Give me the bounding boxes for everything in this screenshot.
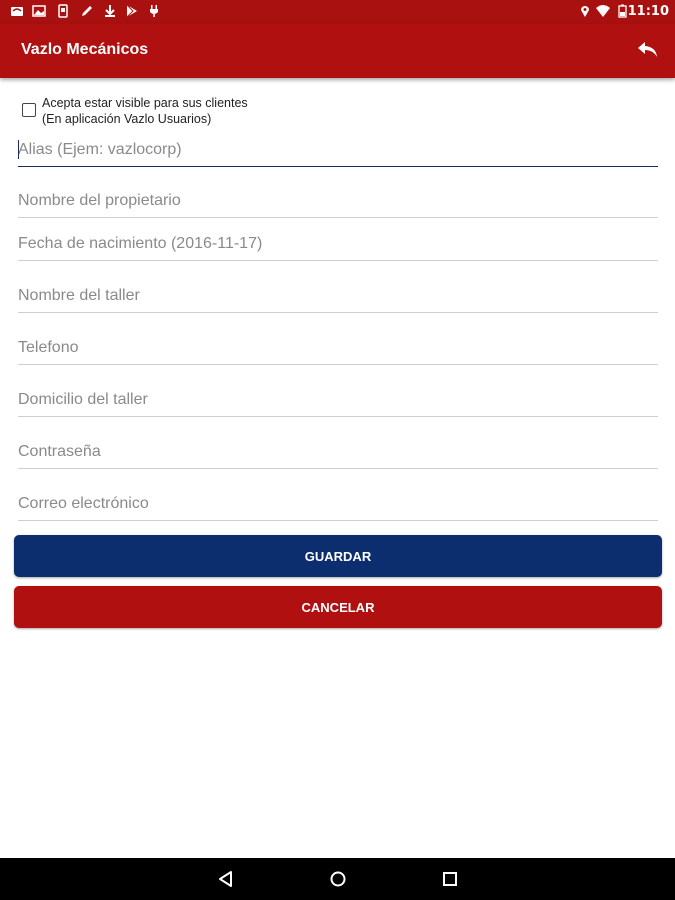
alias-field[interactable] bbox=[18, 136, 658, 167]
phone-field[interactable] bbox=[18, 334, 658, 365]
home-circle-icon[interactable] bbox=[328, 869, 348, 889]
checkbox-label-line1: Acepta estar visible para sus clientes bbox=[42, 96, 248, 110]
phone-input[interactable] bbox=[18, 334, 658, 362]
text-cursor bbox=[18, 140, 19, 159]
pen-icon bbox=[80, 4, 94, 18]
workshop-name-input[interactable] bbox=[18, 282, 658, 310]
save-button[interactable]: GUARDAR bbox=[14, 535, 662, 577]
password-input[interactable] bbox=[18, 438, 658, 466]
owner-name-field[interactable] bbox=[18, 187, 658, 218]
location-icon bbox=[578, 4, 592, 18]
app-title: Vazlo Mecánicos bbox=[21, 41, 149, 58]
alias-input[interactable] bbox=[18, 136, 658, 164]
app-bar bbox=[0, 24, 675, 78]
owner-name-input[interactable] bbox=[18, 187, 658, 215]
visibility-checkbox-label bbox=[42, 95, 248, 127]
workshop-name-field[interactable] bbox=[18, 282, 658, 313]
sim-icon bbox=[56, 4, 70, 18]
birth-date-field[interactable] bbox=[18, 230, 658, 261]
cancel-button[interactable]: CANCELAR bbox=[14, 586, 662, 628]
play-store-icon bbox=[125, 4, 139, 18]
status-time: 11:10 bbox=[627, 4, 669, 19]
workshop-address-input[interactable] bbox=[18, 386, 658, 414]
birth-date-input[interactable] bbox=[18, 230, 658, 258]
wifi-icon bbox=[596, 4, 610, 18]
download-icon bbox=[103, 4, 117, 18]
visibility-checkbox-row[interactable] bbox=[20, 95, 640, 129]
image-icon bbox=[32, 4, 46, 18]
checkbox-label-line2: (En aplicación Vazlo Usuarios) bbox=[42, 112, 212, 126]
reply-back-icon[interactable] bbox=[635, 37, 661, 63]
password-field[interactable] bbox=[18, 438, 658, 469]
email-field[interactable] bbox=[18, 490, 658, 521]
system-nav-bar bbox=[0, 858, 675, 900]
visibility-checkbox[interactable] bbox=[22, 103, 36, 117]
workshop-address-field[interactable] bbox=[18, 386, 658, 417]
recents-square-icon[interactable] bbox=[440, 869, 460, 889]
email-input[interactable] bbox=[18, 490, 658, 518]
cloud-photo-icon bbox=[10, 4, 24, 18]
back-triangle-icon[interactable] bbox=[216, 869, 236, 889]
plug-icon bbox=[147, 4, 161, 18]
status-bar bbox=[0, 0, 675, 24]
